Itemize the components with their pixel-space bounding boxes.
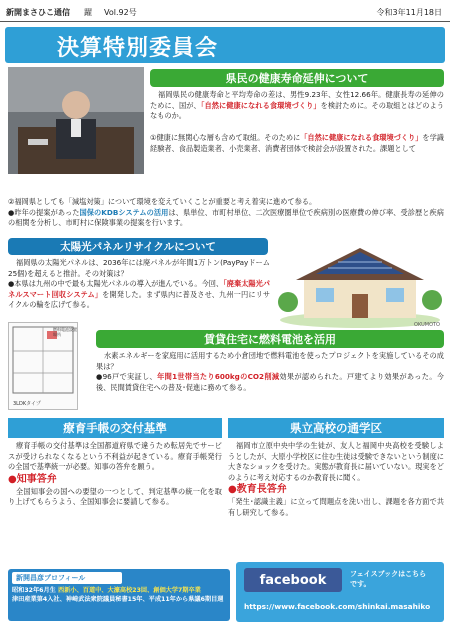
- header: [0, 0, 450, 22]
- house-illustration-image: [276, 240, 444, 328]
- section-fuelcell-heading: [96, 330, 444, 348]
- illustration-caption: OKUMOTO: [414, 322, 440, 328]
- section-ryoiku-title: 療育手帳の交付基準: [63, 421, 167, 435]
- profile-title: 新開昌彦プロフィール: [12, 572, 122, 584]
- section-fuelcell-body: 水素エネルギーを家庭用に活用するため小倉団地で燃料電池を使ったプロジェクトを実施しているその成果は？ ●96戸で実証し、年間1世帯当たり600kgのCO2削減効果が認められた。戸建てより効果があった。今後、民間賃貸住宅への普及･促進に務めて参る。: [96, 351, 444, 392]
- facebook-url[interactable]: https://www.facebook.com/shinkai.masahiko: [244, 602, 431, 611]
- section-solar-heading: [8, 238, 268, 255]
- section-health-heading: [150, 69, 444, 87]
- facebook-cta: フェイスブックはこちらです。: [350, 570, 427, 588]
- issue-date: 令和3年11月18日: [376, 8, 442, 17]
- section-school-body: 福岡市立原中央中学の生徒が、友人と福岡中央高校を受験しようとしたが、大原小学校区に住む生徒は受験できないという制度に大きなショックを受けた。実態が教育長に届いていない。現実をどのように考え対応するのか教育長に聞く。 ●教育長答弁 「発生･認識主義」に立って問題点を洗い出し、課題を各方面で共有し研究して参る。: [228, 441, 444, 517]
- section-health-body: ①健康に無関心な層も含めて取組。そのために「自然に健康になれる食環境づくり」を学識経験者、食品製造業者、小売業者、消費者団体で検討会が設置された。課題として: [150, 133, 444, 153]
- speaker-photo-image: [8, 67, 144, 174]
- facebook-box[interactable]: [236, 562, 444, 622]
- section-solar-title: 太陽光パネルリサイクルについて: [60, 241, 216, 253]
- issue-number: Vol.92号: [104, 8, 137, 17]
- section-health-title: 県民の健康寿命延伸について: [225, 72, 369, 85]
- section-ryoiku-body: 療育手帳の交付基準は全国都道府県で違うため転居先でサービスが受けられなくなるという不利益が起きている。療育手帳発行の全国で基準統一が必要。知事の答弁を願う。 ●知事答弁 全国知事会の国への要望の一つとして、判定基準の統一化を取り上げてもらうよう、全国知事会に要請して参る。: [8, 441, 222, 507]
- solar-house-illustration: [276, 240, 444, 328]
- section-school-title: 県立高校の通学区: [290, 421, 382, 435]
- main-title-bar: [5, 27, 445, 63]
- speaker-photo: [8, 67, 144, 174]
- section-health-answer: ②福岡県としても「減塩対策」について環境を変えていくことが重要と考え着実に進めて参る。 ●昨年の提案があった国保のKDBシステムの活用は、県単位、市町村単位、二次医療圏単位で疾病別の医療費の伸び率、受診歴と疾病の相関を分析し、市町村に保険事業の提案を行います。: [8, 197, 444, 228]
- profile-text: 昭和32年6月生 西新小、百道中、大濠高校23回、創価大学7期卒業 津田産業第4入社、神崎武法衆院議員秘書15年、平成11年から県議6期目週: [12, 587, 224, 603]
- floor-plan-label: 3LDKタイプ: [13, 401, 41, 407]
- section-health-body-top: 福岡県民の健康寿命と平均寿命の差は、男性9.23年、女性12.66年。健康長寿の延伸のために、国が、「自然に健康になれる食環境づくり」を検討ために。その取組とはどのようなものか。: [150, 90, 444, 121]
- profile-box: [8, 569, 230, 621]
- floor-plan: [8, 322, 78, 410]
- section-school-heading: [228, 418, 444, 438]
- facebook-logo[interactable]: [244, 568, 342, 592]
- superintendent-answer-label: ●教育長答弁: [228, 484, 287, 496]
- section-ryoiku-heading: [8, 418, 222, 438]
- governor-answer-label: ●知事答弁: [8, 473, 57, 485]
- header-label: 躍: [84, 8, 92, 17]
- facebook-brand-text: facebook: [259, 572, 327, 588]
- floor-plan-tag: 燃料電池設置場所: [53, 327, 77, 337]
- main-title: 決算特別委員会: [57, 36, 219, 61]
- section-fuelcell-title: 賃貸住宅に燃料電池を活用: [204, 333, 336, 346]
- newsletter-name: 新開まさひこ通信: [6, 8, 70, 17]
- section-solar-body: 福岡県の太陽光パネルは、2036年には廃パネルが年間1万トン(PayPayドーム25個)を超えると推計。その対策は？ ●本県は九州の中で最も太陽光パネルの導入が進んでいる。今回、「廃棄太陽光パネルスマート回収システム」を開発した。まず県内に普及させ、九州一円にリサイクルの輪を広げて参る。: [8, 258, 271, 310]
